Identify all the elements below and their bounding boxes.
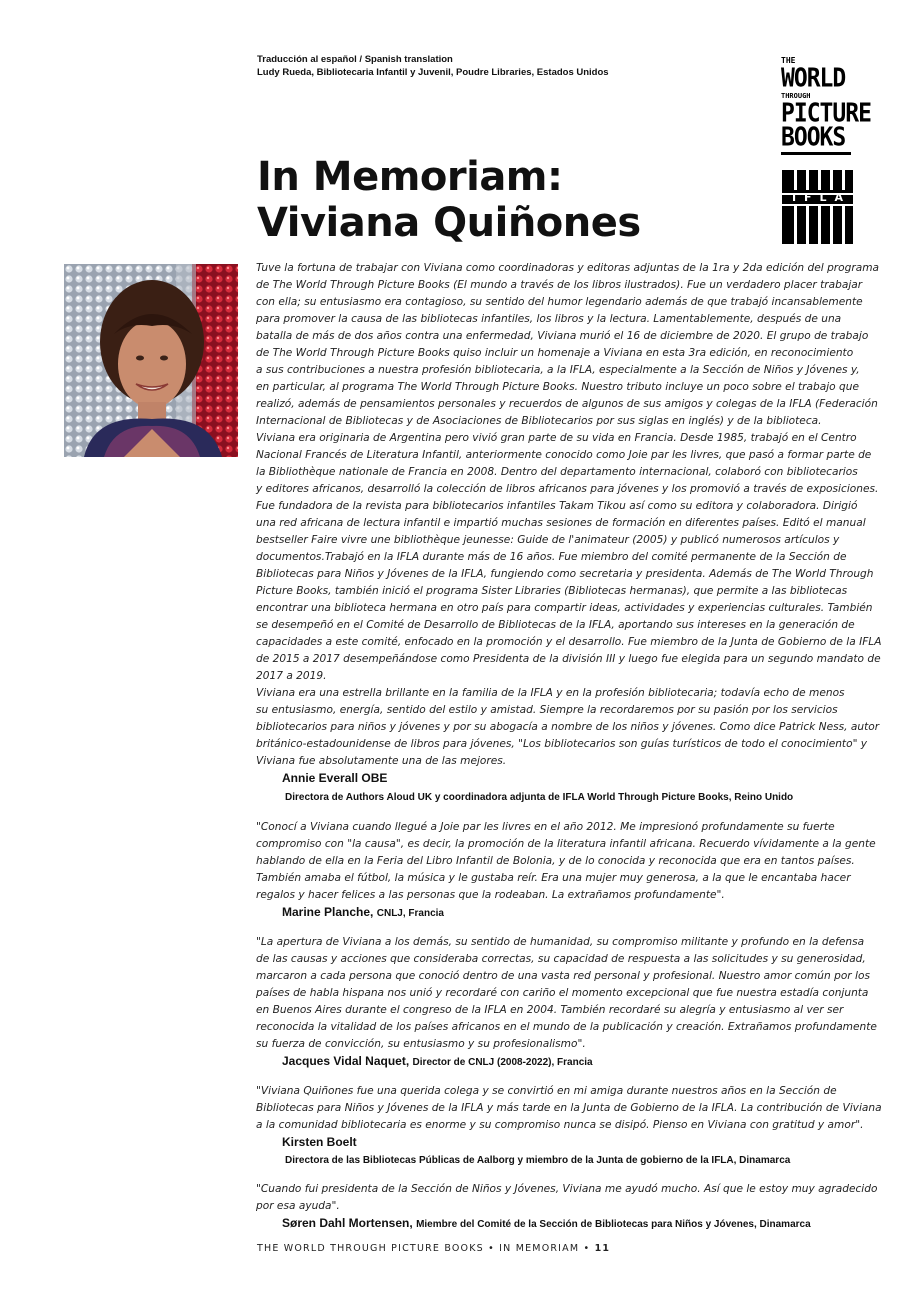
- tribute-author: Søren Dahl Mortensen,: [282, 1216, 413, 1230]
- logo-picture: PICTURE: [781, 98, 871, 128]
- intro-paragraph: [256, 260, 882, 770]
- intro-line: Nacional Francés de Literatura Infantil, anteriormente conocido como Joie par les livres, que pasó a formar parte de: [256, 449, 872, 461]
- intro-line: realizó, además de pensamientos personales y recuerdos de algunos de sus amigos y colegas de la IFLA (Federación: [256, 398, 878, 410]
- intro-line: bibliotecarios para niños y jóvenes y por su abogacía a nombre de los niños y jóvenes. Como dice Patrick Ness, autor: [256, 721, 880, 733]
- logo-books: BOOKS: [781, 122, 846, 152]
- tribute-3: [256, 934, 877, 1071]
- intro-line: encontrar una biblioteca hermana en otro país para compartir ideas, actividades y experiencias culturales. También: [256, 602, 873, 614]
- quote-line: a la comunidad bibliotecaria es enorme y su compromiso nunca se disipó. Pienso en Viviana con gratitud y amor".: [256, 1119, 864, 1131]
- tribute-author: Annie Everall OBE: [282, 771, 388, 785]
- tribute-role: Director de CNLJ (2008-2022), Francia: [412, 1057, 593, 1068]
- intro-line: de 2015 a 2017 desempeñándose como Presidenta de la división III y luego fue elegida para un segundo mandato de: [256, 653, 881, 665]
- page-number: 11: [594, 1243, 611, 1254]
- logo-through: THROUGH: [781, 92, 811, 100]
- intro-line: una red africana de lectura infantil e impartió muchas sesiones de formación en diferentes países. Editó el manual: [256, 517, 866, 529]
- footer-bullet: •: [488, 1243, 495, 1254]
- logo-the: THE: [781, 56, 796, 65]
- intro-line: su entusiasmo, energía, sentido del estilo y amistad. Siempre la recordaremos por su pasión por los servicios: [256, 704, 838, 716]
- intro-line: documentos.Trabajó en la IFLA durante más de 16 años. Fue miembro del comité permanente de la Sección de: [256, 551, 847, 563]
- quote-line: regalos y hacer felices a las personas que la rodeaban. La extrañamos profundamente".: [256, 889, 725, 901]
- ifla-logo: [782, 170, 853, 244]
- quote-line: "La apertura de Viviana a los demás, su sentido de humanidad, su compromiso militante y profundo en la defensa: [256, 936, 865, 948]
- title-line-2: Viviana Quiñones: [257, 200, 641, 246]
- ifla-letter: F: [804, 191, 812, 204]
- ifla-letter: I: [791, 191, 797, 204]
- quote-line: compromiso con "la causa", es decir, la promoción de la literatura infantil africana. Recuerdo vívidamente a la gente: [256, 838, 876, 850]
- quote-line: países de habla hispana nos unió y recordaré con cariño el momento excepcional que fue nuestra estadía conjunta: [256, 987, 869, 999]
- translation-line-2: Ludy Rueda, Bibliotecaria Infantil y Juvenil, Poudre Libraries, Estados Unidos: [257, 67, 609, 78]
- quote-line: "Cuando fui presidenta de la Sección de Niños y Jóvenes, Viviana me ayudó mucho. Así que le estoy muy agradecido: [256, 1183, 878, 1195]
- translation-credit: [257, 53, 609, 79]
- tribute-role: CNLJ, Francia: [376, 908, 444, 919]
- logo-underline: [781, 152, 851, 155]
- intro-line: para promover la causa de las bibliotecas infantiles, los libros y la lectura. Lamentablemente, después de una: [256, 313, 842, 325]
- intro-line: con ella; su entusiasmo era contagioso, su sentido del humor legendario además de que trabajó incansablemente: [256, 296, 863, 308]
- quote-line: su fuerza de convicción, su entusiasmo y su profesionalismo".: [256, 1038, 586, 1050]
- tribute-author: Marine Planche,: [282, 905, 374, 919]
- tribute-author: Kirsten Boelt: [282, 1135, 357, 1149]
- quote-line: También amaba el fútbol, la música y le gustaba reír. Era una mujer muy generosa, a la que le encantaba hacer: [256, 872, 851, 884]
- tribute-role: Directora de las Bibliotecas Públicas de Aalborg y miembro de la Junta de gobierno de la IFLA, Dinamarca: [285, 1155, 791, 1166]
- intro-line: a sus contribuciones a nuestra profesión bibliotecaria, a la IFLA, especialmente a la Sección de Niños y Jóvenes y,: [256, 364, 860, 376]
- ifla-letters: [782, 191, 853, 204]
- intro-line: Tuve la fortuna de trabajar con Viviana como coordinadoras y editoras adjuntas de la 1ra y 2da edición del programa: [256, 262, 880, 274]
- quote-line: Bibliotecas para Niños y Jóvenes de la IFLA y más tarde en la Junta de Gobierno de la IFLA. La contribución de Viviana: [256, 1102, 882, 1114]
- tribute-quote: [256, 1181, 878, 1215]
- portrait-photo: [64, 264, 238, 457]
- quote-line: marcaron a cada persona que conoció dentro de una vasta red personal y profesional. Nuestro amor común por los: [256, 970, 870, 982]
- tribute-role: Miembre del Comité de la Sección de Bibliotecas para Niños y Jóvenes, Dinamarca: [416, 1219, 811, 1230]
- logo-world: WORLD: [781, 63, 846, 93]
- quote-line: reconocida la vitalidad de los países africanos en el mundo de la publicación y creación. Extrañamos profundamente: [256, 1021, 877, 1033]
- translation-line-1: Traducción al español / Spanish translation: [257, 54, 453, 65]
- quote-line: "Conocí a Viviana cuando llegué a Joie par les livres en el año 2012. Me impresionó profundamente su fuerte: [256, 821, 835, 833]
- world-through-picture-books-logo: [781, 54, 871, 155]
- tribute-1: [256, 770, 862, 809]
- quote-line: por esa ayuda".: [256, 1200, 340, 1212]
- page-title: [257, 154, 641, 246]
- intro-line: se desempeñó en el Comité de Desarrollo de Bibliotecas de la IFLA, aportando sus intereses en la generación de: [256, 619, 855, 631]
- page-footer: [257, 1243, 610, 1254]
- article-body: [256, 260, 882, 1233]
- intro-line: Internacional de Bibliotecas y de Asociaciones de Bibliotecarios por sus siglas en inglés) y de la biblioteca.: [256, 415, 822, 427]
- intro-line: de The World Through Picture Books (El mundo a través de los libros ilustrados). Fue un verdadero placer trabajar: [256, 279, 863, 291]
- intro-line: bestseller Faire vivre une bibliothèque jeunesse: Guide de l'animateur (2005) y publicó numerosos artículos y: [256, 534, 840, 546]
- footer-publication: THE WORLD THROUGH PICTURE BOOKS: [257, 1243, 484, 1254]
- tribute-4: [256, 1083, 882, 1171]
- intro-line: capacidades a este comité, enfocado en la promoción y el desarrollo. Fue miembro de la Junta de Gobierno de la IFLA: [256, 636, 882, 648]
- ifla-letter: A: [834, 191, 843, 204]
- quote-line: de las causas y acciones que consideraba correctas, su capacidad de respuesta a las solicitudes y su generosidad,: [256, 953, 866, 965]
- intro-line: Bibliotecas para Niños y Jóvenes de la IFLA, fungiendo como secretaria y presidenta. Además de The World Through: [256, 568, 874, 580]
- tribute-5: [256, 1181, 878, 1233]
- tribute-2: [256, 819, 876, 922]
- intro-line: Picture Books, también inició el programa Sister Libraries (Bibliotecas hermanas), que permite a las bibliotecas: [256, 585, 848, 597]
- tribute-author: Jacques Vidal Naquet,: [282, 1054, 410, 1068]
- intro-line: británico-estadounidense de libros para jóvenes, "Los bibliotecarios son guías turísticos de todo el conocimiento" y: [256, 738, 868, 750]
- quote-line: en Buenos Aires durante el congreso de la IFLA en 2004. También recordaré su alegría y entusiasmo al ver ser: [256, 1004, 844, 1016]
- quote-line: hablando de ella en la Feria del Libro Infantil de Bolonia, y de lo conocida y reconocida que era en tantos países.: [256, 855, 855, 867]
- tribute-quote: [256, 819, 876, 904]
- intro-line: la Bibliothèque nationale de Francia en 2008. Dentro del departamento internacional, colaboró con bibliotecarios: [256, 466, 858, 478]
- intro-line: Fue fundadora de la revista para bibliotecarios infantiles Takam Tikou así como su editora y colaboradora. Dirigió: [256, 500, 858, 512]
- title-line-1: In Memoriam:: [257, 154, 563, 200]
- tribute-quote: [256, 934, 877, 1053]
- quote-line: "Viviana Quiñones fue una querida colega y se convirtió en mi amiga durante nuestros años en la Sección de: [256, 1085, 837, 1097]
- intro-line: en particular, al programa The World Through Picture Books. Nuestro tributo incluye un poco sobre el trabajo que: [256, 381, 859, 393]
- footer-section: IN MEMORIAM: [499, 1243, 580, 1254]
- intro-line: Viviana era una estrella brillante en la familia de la IFLA y en la profesión bibliotecaria; todavía echo de menos: [256, 687, 845, 699]
- tribute-role: Directora de Authors Aloud UK y coordinadora adjunta de IFLA World Through Picture Books, Reino Unido: [285, 792, 794, 803]
- tribute-quote: [256, 1083, 882, 1134]
- intro-line: Viviana era originaria de Argentina pero vivió gran parte de su vida en Francia. Desde 1985, trabajó en el Centro: [256, 432, 857, 444]
- intro-line: de The World Through Picture Books quiso incluir un homenaje a Viviana en esta 3ra edición, en reconocimiento: [256, 347, 854, 359]
- intro-line: y editores africanos, desarrolló la colección de libros africanos para jóvenes y los promovió a través de exposiciones.: [256, 483, 879, 495]
- footer-bullet: •: [583, 1243, 591, 1254]
- ifla-letter: L: [819, 191, 827, 204]
- intro-line: 2017 a 2019.: [256, 670, 327, 682]
- intro-line: batalla de más de dos años contra una enfermedad, Viviana murió el 16 de diciembre de 2020. El grupo de trabajo: [256, 330, 869, 342]
- intro-line: Viviana fue absolutamente una de las mejores.: [256, 755, 507, 767]
